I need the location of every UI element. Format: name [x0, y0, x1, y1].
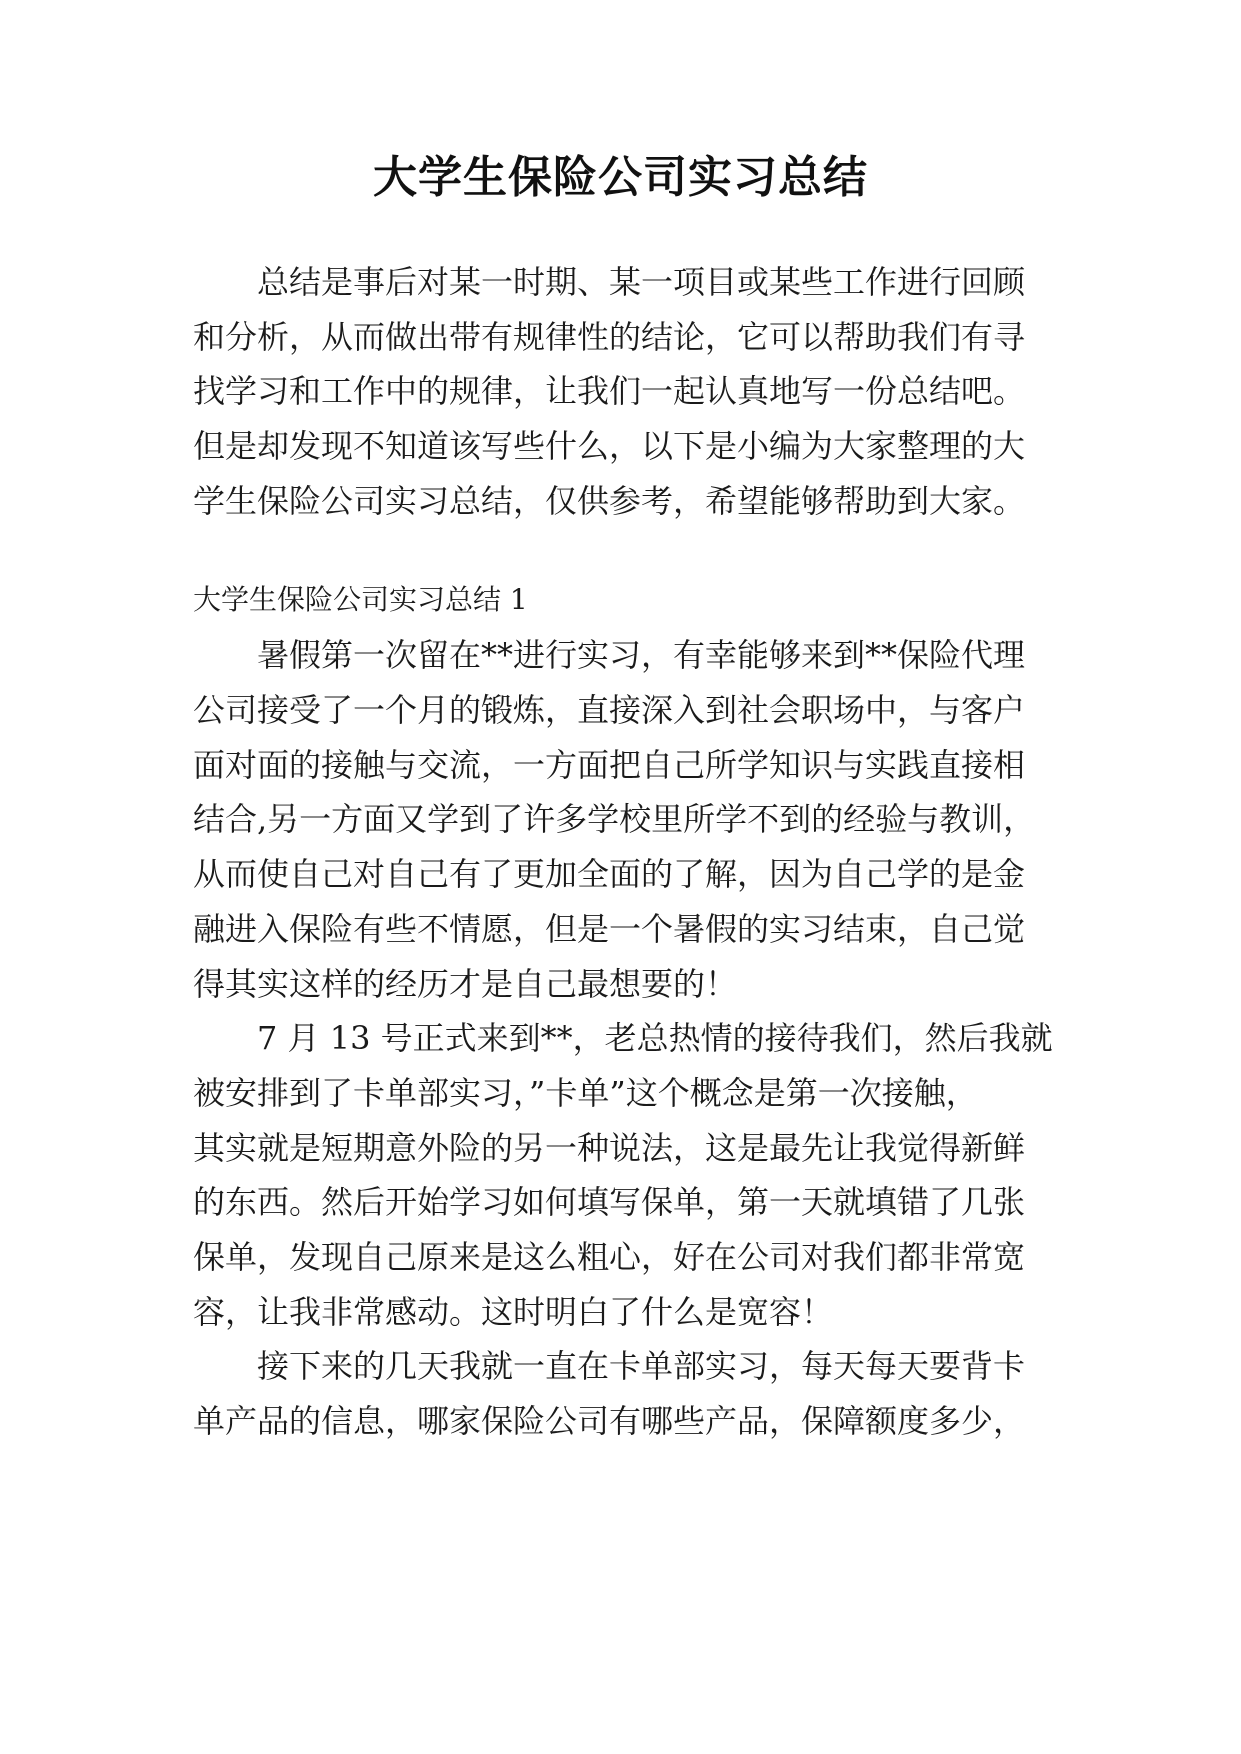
- body-line: 融进入保险有些不情愿，但是一个暑假的实习结束，自己觉: [193, 910, 1026, 948]
- body-line: 被安排到了卡单部实习，”卡单”这个概念是第一次接触，: [193, 1074, 978, 1112]
- body-line: 单产品的信息，哪家保险公司有哪些产品，保障额度多少，: [193, 1402, 1026, 1440]
- body-line: 其实就是短期意外险的另一种说法，这是最先让我觉得新鲜: [193, 1129, 1026, 1167]
- body-line: 接下来的几天我就一直在卡单部实习，每天每天要背卡: [257, 1347, 1026, 1385]
- intro-line: 找学习和工作中的规律，让我们一起认真地写一份总结吧。: [193, 372, 1026, 410]
- body-line: 保单，发现自己原来是这么粗心，好在公司对我们都非常宽: [193, 1238, 1026, 1276]
- intro-line: 学生保险公司实习总结，仅供参考，希望能够帮助到大家。: [193, 482, 1026, 520]
- body-line: 面对面的接触与交流，一方面把自己所学知识与实践直接相: [193, 746, 1026, 784]
- intro-line: 和分析，从而做出带有规律性的结论，它可以帮助我们有寻: [193, 318, 1026, 356]
- body-line: 暑假第一次留在**进行实习，有幸能够来到**保险代理: [257, 636, 1026, 674]
- body-line: 得其实这样的经历才是自己最想要的！: [193, 965, 738, 1003]
- body-line: 容，让我非常感动。这时明白了什么是宽容！: [193, 1293, 834, 1331]
- body-line: 公司接受了一个月的锻炼，直接深入到社会职场中，与客户: [193, 691, 1026, 729]
- section-heading: 大学生保险公司实习总结 1: [193, 583, 528, 616]
- intro-line: 但是却发现不知道该写些什么，以下是小编为大家整理的大: [193, 427, 1026, 465]
- body-line: 7 月 13 号正式来到**，老总热情的接待我们，然后我就: [257, 1019, 1053, 1057]
- intro-line: 总结是事后对某一时期、某一项目或某些工作进行回顾: [257, 263, 1026, 301]
- body-line: 的东西。然后开始学习如何填写保单，第一天就填错了几张: [193, 1183, 1026, 1221]
- body-line: 从而使自己对自己有了更加全面的了解，因为自己学的是金: [193, 855, 1026, 893]
- document-title: 大学生保险公司实习总结: [373, 152, 868, 203]
- body-line: 结合,另一方面又学到了许多学校里所学不到的经验与教训，: [193, 800, 1036, 838]
